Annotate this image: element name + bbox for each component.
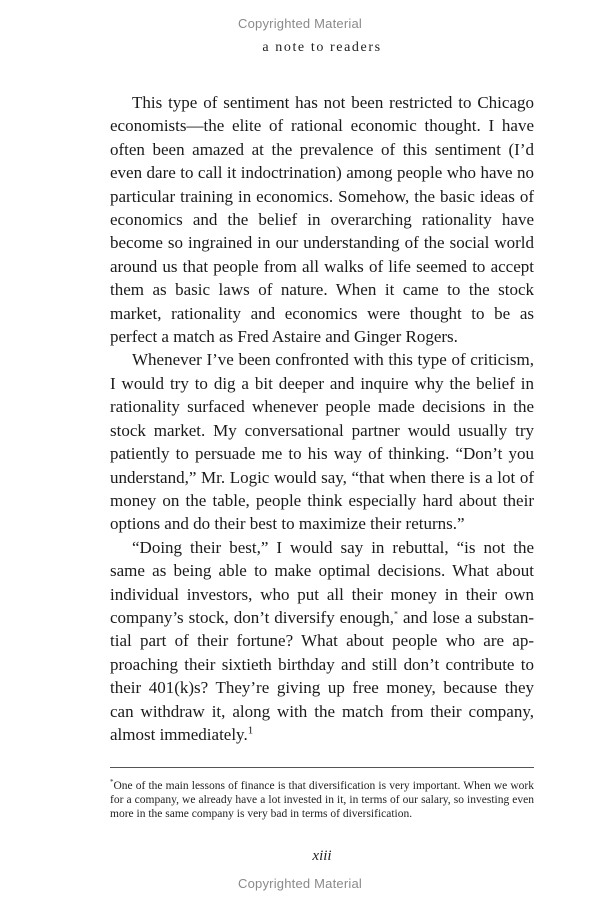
footnote-mark: * [110,778,114,787]
watermark-bottom: Copyrighted Material [238,876,362,891]
endnote-reference-mark[interactable]: 1 [247,724,254,737]
watermark-top: Copyrighted Material [238,16,362,31]
body-text [110,91,534,746]
footnote-reference-mark[interactable]: * [393,609,398,619]
paragraph-1: This type of sentiment has not been restricted to Chicago economists—the elite of rational economic thought. I have often been amazed at the prevalence of this sentiment (I’d even dare to call it indoctrination) among people who have no particular training in economics. Somehow, the basic ideas of economics and the belief in overarching rationality have become so ingrained in our understanding of the social world around us that people from all walks of life seemed to accept them as basic laws of nature. When it came to the stock market, rationality and economics were thought to be as perfect a match as Fred Astaire and Ginger Rogers. [110,93,534,347]
paragraph-3-text-after: and lose a substantial part of their fortune? What about people who are approaching their sixtieth birthday and still don’t contribute to their 401(k)s? They’re giving up free money, because they can withdraw it, along with the match from their company, almost immediately. [110,607,534,744]
footnote-rule [110,767,534,768]
paragraph-2: Whenever I’ve been confronted with this type of criticism, I would try to dig a bit deeper and inquire why the belief in rationality surfaced whenever people made decisions in the stock market. My conversational partner would usually try patiently to persuade me to his way of thinking. “Don’t you understand,” Mr. Logic would say, “that when there is a lot of money on the table, people think especially hard about their options and do their best to maximize their returns.” [110,350,534,534]
paragraph-3 [110,536,534,747]
paragraph-3-text-before: “Doing their best,” I would say in rebuttal, “is not the same as being able to make optimal decisions. What about individual investors, who put all their money in their own company’s stock, don’t diversify enough, [110,537,534,627]
footnote-text: One of the main lessons of finance is that diversification is very important. When we work for a company, we already have a lot invested in it, in terms of our salary, so investing even more in the same company is very bad in terms of diversification. [110,780,534,820]
footnote [110,779,534,821]
running-head: a note to readers [262,40,382,55]
page-number: xiii [312,848,332,864]
